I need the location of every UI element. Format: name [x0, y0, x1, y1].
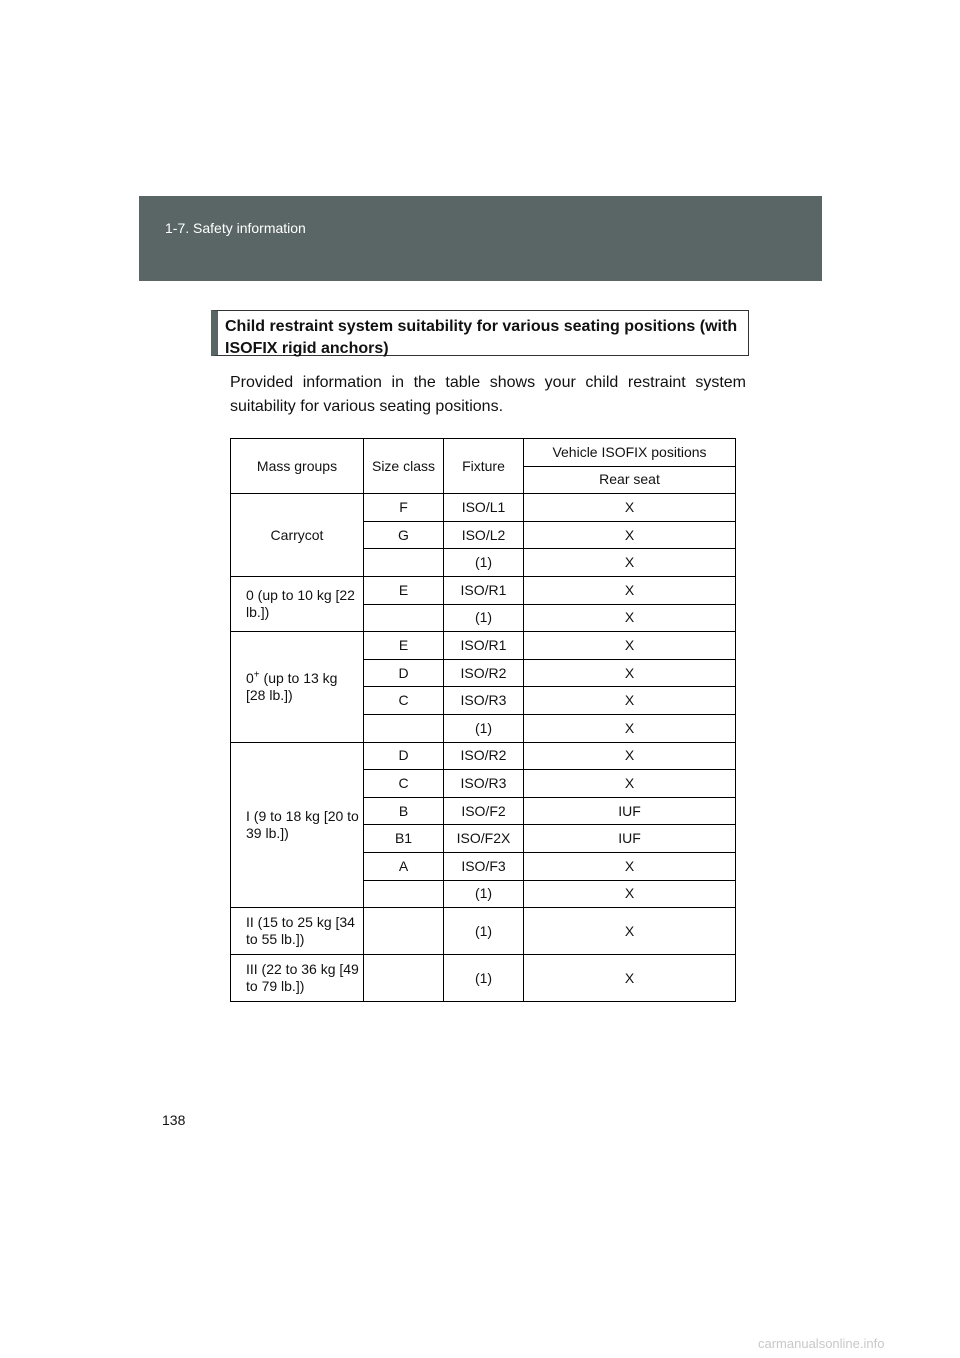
size-cell: A	[364, 852, 444, 880]
fixture-cell: ISO/L1	[444, 494, 524, 522]
size-cell: E	[364, 576, 444, 604]
fixture-cell: ISO/R1	[444, 576, 524, 604]
header-band	[139, 196, 822, 281]
footer-watermark: carmanualsonline.info	[758, 1336, 885, 1351]
table-header-row	[231, 439, 736, 467]
col-header-vehicle-positions: Vehicle ISOFIX positions	[524, 439, 736, 467]
table-row	[231, 955, 736, 1002]
col-header-rear-seat: Rear seat	[524, 466, 736, 494]
rear-seat-cell: X	[524, 521, 736, 549]
fixture-cell: ISO/R3	[444, 687, 524, 715]
table-row	[231, 576, 736, 604]
col-header-fixture: Fixture	[444, 439, 524, 494]
section-heading: Child restraint system suitability for various seating positions (with ISOFIX rigid anchors)	[211, 310, 749, 356]
fixture-cell: ISO/R2	[444, 659, 524, 687]
rear-seat-cell: X	[524, 714, 736, 742]
size-cell: C	[364, 770, 444, 798]
page-number: 138	[162, 1112, 186, 1128]
rear-seat-cell: X	[524, 880, 736, 908]
rear-seat-cell: X	[524, 576, 736, 604]
size-cell: D	[364, 742, 444, 770]
size-cell: B	[364, 797, 444, 825]
rear-seat-cell: X	[524, 632, 736, 660]
fixture-cell: (1)	[444, 908, 524, 955]
fixture-cell: ISO/F2X	[444, 825, 524, 853]
table-row	[231, 742, 736, 770]
size-cell: B1	[364, 825, 444, 853]
fixture-cell: (1)	[444, 604, 524, 632]
fixture-cell: (1)	[444, 549, 524, 577]
col-header-mass-groups: Mass groups	[231, 439, 364, 494]
size-cell: E	[364, 632, 444, 660]
rear-seat-cell: X	[524, 742, 736, 770]
size-cell	[364, 955, 444, 1002]
fixture-cell: (1)	[444, 955, 524, 1002]
table-row	[231, 908, 736, 955]
fixture-cell: ISO/F2	[444, 797, 524, 825]
col-header-size-class: Size class	[364, 439, 444, 494]
fixture-cell: ISO/F3	[444, 852, 524, 880]
mass-group-3: III (22 to 36 kg [49 to 79 lb.])	[231, 955, 364, 1002]
fixture-cell: ISO/R1	[444, 632, 524, 660]
size-cell	[364, 908, 444, 955]
size-cell	[364, 604, 444, 632]
mass-group-0-plus-rest: (up to 13 kg [28 lb.])	[246, 669, 338, 703]
fixture-cell: ISO/L2	[444, 521, 524, 549]
rear-seat-cell: IUF	[524, 797, 736, 825]
rear-seat-cell: X	[524, 908, 736, 955]
fixture-cell: (1)	[444, 880, 524, 908]
rear-seat-cell: X	[524, 770, 736, 798]
fixture-cell: ISO/R2	[444, 742, 524, 770]
size-cell	[364, 549, 444, 577]
size-cell: F	[364, 494, 444, 522]
rear-seat-cell: X	[524, 955, 736, 1002]
rear-seat-cell: X	[524, 659, 736, 687]
table-row	[231, 494, 736, 522]
mass-group-0-plus-base: 0	[246, 669, 254, 686]
mass-group-carrycot: Carrycot	[231, 494, 364, 577]
rear-seat-cell: IUF	[524, 825, 736, 853]
suitability-table	[230, 438, 736, 1002]
rear-seat-cell: X	[524, 604, 736, 632]
mass-group-2: II (15 to 25 kg [34 to 55 lb.])	[231, 908, 364, 955]
table-row	[231, 632, 736, 660]
mass-group-0-plus	[231, 632, 364, 742]
fixture-cell: (1)	[444, 714, 524, 742]
fixture-cell: ISO/R3	[444, 770, 524, 798]
size-cell	[364, 714, 444, 742]
mass-group-0-plus-sup: +	[253, 669, 260, 681]
rear-seat-cell: X	[524, 549, 736, 577]
rear-seat-cell: X	[524, 494, 736, 522]
intro-paragraph: Provided information in the table shows your child restraint system suitability for various seating positions.	[230, 374, 746, 415]
size-cell: C	[364, 687, 444, 715]
size-cell: G	[364, 521, 444, 549]
rear-seat-cell: X	[524, 852, 736, 880]
mass-group-1: I (9 to 18 kg [20 to 39 lb.])	[231, 742, 364, 908]
rear-seat-cell: X	[524, 687, 736, 715]
section-label: 1-7. Safety information	[165, 220, 306, 236]
mass-group-0: 0 (up to 10 kg [22 lb.])	[231, 576, 364, 631]
size-cell	[364, 880, 444, 908]
size-cell: D	[364, 659, 444, 687]
